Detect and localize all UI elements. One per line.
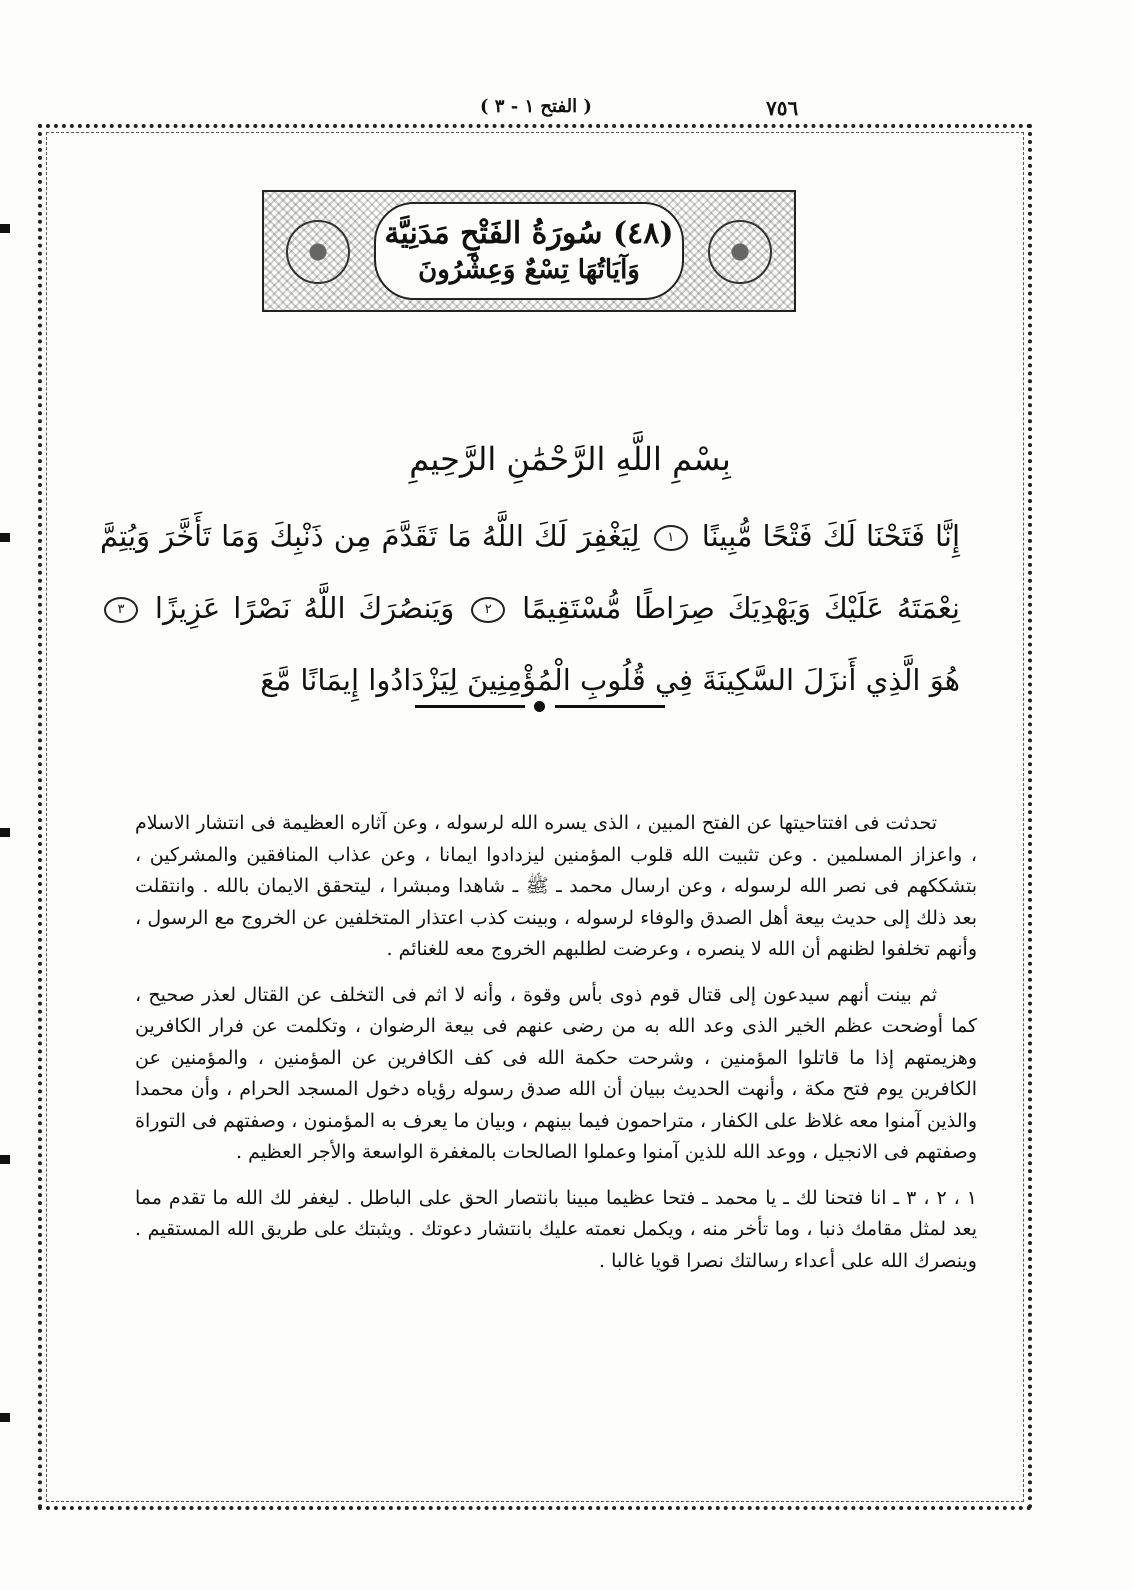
verse-1: إِنَّا فَتَحْنَا لَكَ فَتْحًا مُّبِينًا xyxy=(701,519,961,553)
basmala: بِسْمِ اللَّهِ الرَّحْمَٰنِ الرَّحِيمِ xyxy=(409,440,731,478)
ayah-number-marker: ٣ xyxy=(104,597,138,623)
surah-title-cartouche xyxy=(374,202,684,300)
section-divider xyxy=(415,703,665,709)
surah-title-panel xyxy=(262,190,796,312)
verse-2: لِيَغْفِرَ لَكَ اللَّهُ مَا تَقَدَّمَ مِن ذَنْبِكَ وَمَا تَأَخَّرَ وَيُتِمَّ نِعْمَتَهُ عَلَيْكَ وَيَهْدِيَكَ صِرَاطًا مُّسْتَقِيمًا xyxy=(100,519,960,625)
scan-edge-mark xyxy=(0,1155,10,1164)
verse-4-start: هُوَ الَّذِي أَنزَلَ السَّكِينَةَ فِي قُلُوبِ الْمُؤْمِنِينَ لِيَزْدَادُوا إِيمَانًا مَّعَ xyxy=(260,663,960,697)
quran-verses xyxy=(100,500,960,716)
page-number: ٧٥٦ xyxy=(766,96,799,120)
verse-3: وَيَنصُرَكَ اللَّهُ نَصْرًا عَزِيزًا xyxy=(154,591,455,625)
scan-edge-mark xyxy=(0,828,10,837)
surah-title: (٤٨) سُورَةُ الفَتْحِ مَدَنِيَّة xyxy=(384,216,674,251)
ornament-right-icon xyxy=(708,220,772,284)
scan-edge-mark xyxy=(0,533,10,542)
surah-verse-count: وَآيَاتُهَا تِسْعٌ وَعِشْرُونَ xyxy=(418,255,640,285)
commentary-paragraph-summary: ثم بينت أنهم سيدعون إلى قتال قوم ذوى بأس وقوة ، وأنه لا اثم فى التخلف عن القتال لعذر صحيح ، كما أوضحت عظم الخير الذى وعد الله به من رضى عنهم فى بيعة الرضوان ، وتكلمت عن فرار الكافرين وهزيمتهم إذا ما قاتلوا المؤمنين ، وشرحت حكمة الله فى كف الكافرين عن المؤمنين ، والمؤمنين عن الكافرين يوم فتح مكة ، وأنهت الحديث ببيان أن الله صدق رسوله رؤياه دخول المسجد الحرام ، وأن محمدا والذين آمنوا معه غلاظ على الكفار ، متراحمون فيما بينهم ، وبيان ما يعرف به المؤمنون ، وصفتهم فى التوراة وصفتهم فى الانجيل ، ووعد الله للذين آمنوا وعملوا الصالحات بالمغفرة الواسعة والأجر العظيم . xyxy=(135,983,977,1163)
divider-line-left xyxy=(415,705,525,708)
commentary-paragraph-intro: تحدثت فى افتتاحيتها عن الفتح المبين ، الذى يسره الله لرسوله ، وعن آثاره العظيمة فى انتشار الاسلام ، واعزاز المسلمين . وعن تثبيت الله قلوب المؤمنين ليزدادوا ايمانا ، وعن عذاب المنافقين والمشركين ، بتشككهم فى نصر الله لرسوله ، وعن ارسال محمد ـ ﷺ ـ شاهدا ومبشرا ، ليتحقق الايمان بالله . وانتقلت بعد ذلك إلى حديث بيعة أهل الصدق والوفاء لرسوله ، وبينت كذب اعتذار المتخلفين عن الخروج مع الرسول ، وأنهم تخلفوا لظنهم أن الله لا ينصره ، وعرضت لطلبهم الخروج معه للغنائم . xyxy=(135,812,977,960)
scan-edge-mark xyxy=(0,1413,10,1422)
scan-edge-mark xyxy=(0,224,10,233)
ayah-number-marker: ١ xyxy=(654,525,688,551)
ornament-left-icon xyxy=(286,220,350,284)
commentary-body xyxy=(135,808,977,1291)
divider-dot-icon xyxy=(534,701,545,712)
surah-reference: ( الفتح ١ - ٣ ) xyxy=(480,96,592,117)
page-header xyxy=(0,96,1132,124)
divider-line-right xyxy=(555,705,665,708)
ayah-number-marker: ٢ xyxy=(471,597,505,623)
commentary-paragraph-tafsir: ١ ، ٢ ، ٣ ـ انا فتحنا لك ـ يا محمد ـ فتحا عظيما مبينا بانتصار الحق على الباطل . ليغفر لك الله ما تقدم مما يعد لمثل مقامك ذنبا ، وما تأخر منه ، ويكمل نعمته عليك بانتشار دعوتك . ويثبتك على طريق الله المستقيم . وينصرك الله على أعداء رسالتك نصرا قويا غالبا . xyxy=(135,1186,977,1272)
